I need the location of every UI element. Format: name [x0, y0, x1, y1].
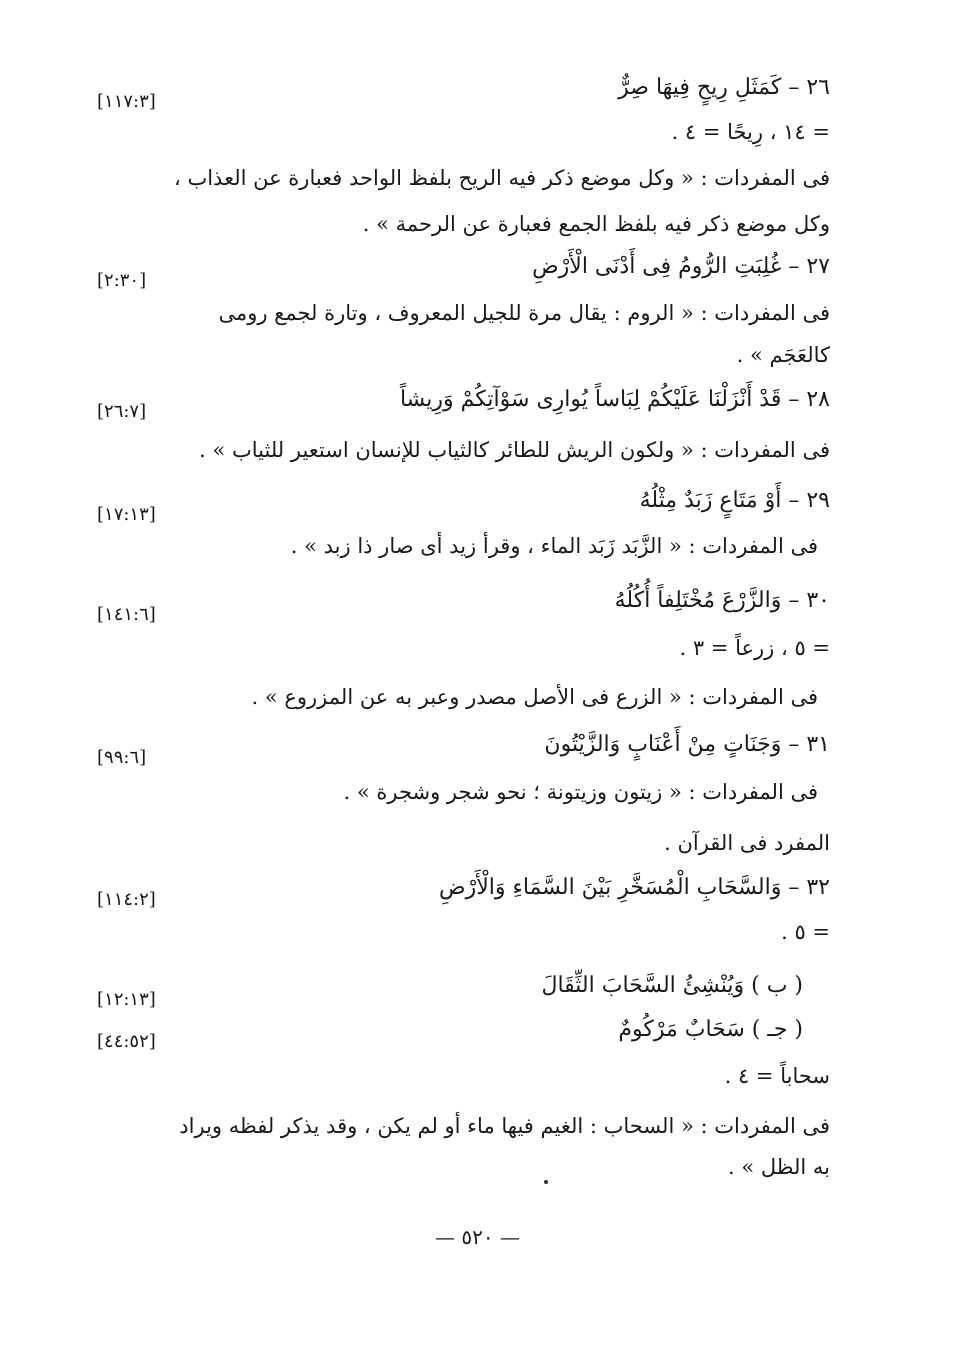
entry-30-reference: [١٤١:٦]	[97, 604, 156, 625]
entry-31-reference: [٩٩:٦]	[97, 747, 147, 768]
entry-26-count: = ١٤ ، رِيحًا = ٤ .	[671, 120, 830, 144]
entry-32-b-verse: ( ب ) وَيُنْشِئُ السَّحَابَ الثِّقَالَ	[541, 973, 803, 998]
entry-28-mufradat: فى المفردات : « ولكون الريش للطائر كالثياب للإنسان استعير للثياب » .	[199, 438, 830, 462]
entry-32-reference: [١١٤:٢]	[97, 889, 156, 910]
entry-30-mufradat: فى المفردات : « الزرع فى الأصل مصدر وعبر به عن المزروع » .	[251, 685, 818, 709]
entry-31-mufradat: فى المفردات : « زيتون وزيتونة ؛ نحو شجر وشجرة » .	[343, 780, 818, 804]
entry-30-verse: ٣٠ – وَالزَّرْعَ مُخْتَلِفاً أُكُلُهُ	[614, 588, 830, 613]
entry-32-count-2: سحاباً = ٤ .	[724, 1064, 830, 1088]
entry-26-verse: ٢٦ – كَمَثَلِ رِيحٍ فِيهَا صِرٌّ	[618, 75, 830, 100]
entry-31-verse: ٣١ – وَجَنَاتٍ مِنْ أَعْنَابٍ وَالزَّيْتُونَ	[544, 732, 830, 757]
entry-32-mufradat-line-2: به الظل » .	[727, 1155, 830, 1179]
entry-29-reference: [١٧:١٣]	[97, 504, 156, 525]
ink-dot	[544, 1180, 548, 1184]
entry-32-j-verse: ( جـ ) سَحَابٌ مَرْكُومٌ	[618, 1017, 803, 1042]
entry-27-mufradat-line-2: كالعَجَم » .	[736, 343, 830, 367]
entry-31-note: المفرد فى القرآن .	[664, 831, 830, 855]
entry-27-mufradat-line-1: فى المفردات : « الروم : يقال مرة للجيل المعروف ، وتارة لجمع رومى	[218, 301, 830, 325]
entry-27-reference: [٢:٣٠]	[97, 270, 147, 291]
entry-28-reference: [٢٦:٧]	[97, 401, 147, 422]
entry-27-verse: ٢٧ – غُلِبَتِ الرُّومُ فِى أَدْنَى الْأَرْضِ	[532, 254, 830, 279]
entry-32-count: = ٥ .	[781, 920, 830, 944]
page-number: — ٥٢٠ —	[435, 1225, 520, 1249]
entry-32-j-reference: [٤٤:٥٢]	[97, 1031, 156, 1052]
entry-28-verse: ٢٨ – قَدْ أَنْزَلْنَا عَلَيْكُمْ لِبَاساً يُوارِى سَوْآتِكُمْ وَرِيشاً	[399, 387, 830, 412]
entry-32-b-reference: [١٢:١٣]	[97, 989, 156, 1010]
entry-26-mufradat-line-1: فى المفردات : « وكل موضع ذكر فيه الريح بلفظ الواحد فعبارة عن العذاب ،	[173, 166, 830, 190]
entry-32-mufradat-line-1: فى المفردات : « السحاب : الغيم فيها ماء أو لم يكن ، وقد يذكر لفظه ويراد	[179, 1114, 830, 1138]
entry-32-verse: ٣٢ – وَالسَّحَابِ الْمُسَخَّرِ بَيْنَ السَّمَاءِ وَالْأَرْضِ	[438, 875, 830, 900]
entry-30-count: = ٥ ، زرعاً = ٣ .	[679, 636, 830, 660]
entry-29-verse: ٢٩ – أَوْ مَتَاعٍ زَبَدٌ مِثْلُهُ	[639, 488, 830, 513]
entry-29-mufradat: فى المفردات : « الزَّبَد زَبَد الماء ، وقرأ زيد أى صار ذا زبد » .	[290, 534, 818, 558]
entry-26-mufradat-line-2: وكل موضع ذكر فيه بلفظ الجمع فعبارة عن الرحمة » .	[362, 212, 830, 236]
entry-26-reference: [١١٧:٣]	[97, 91, 156, 112]
